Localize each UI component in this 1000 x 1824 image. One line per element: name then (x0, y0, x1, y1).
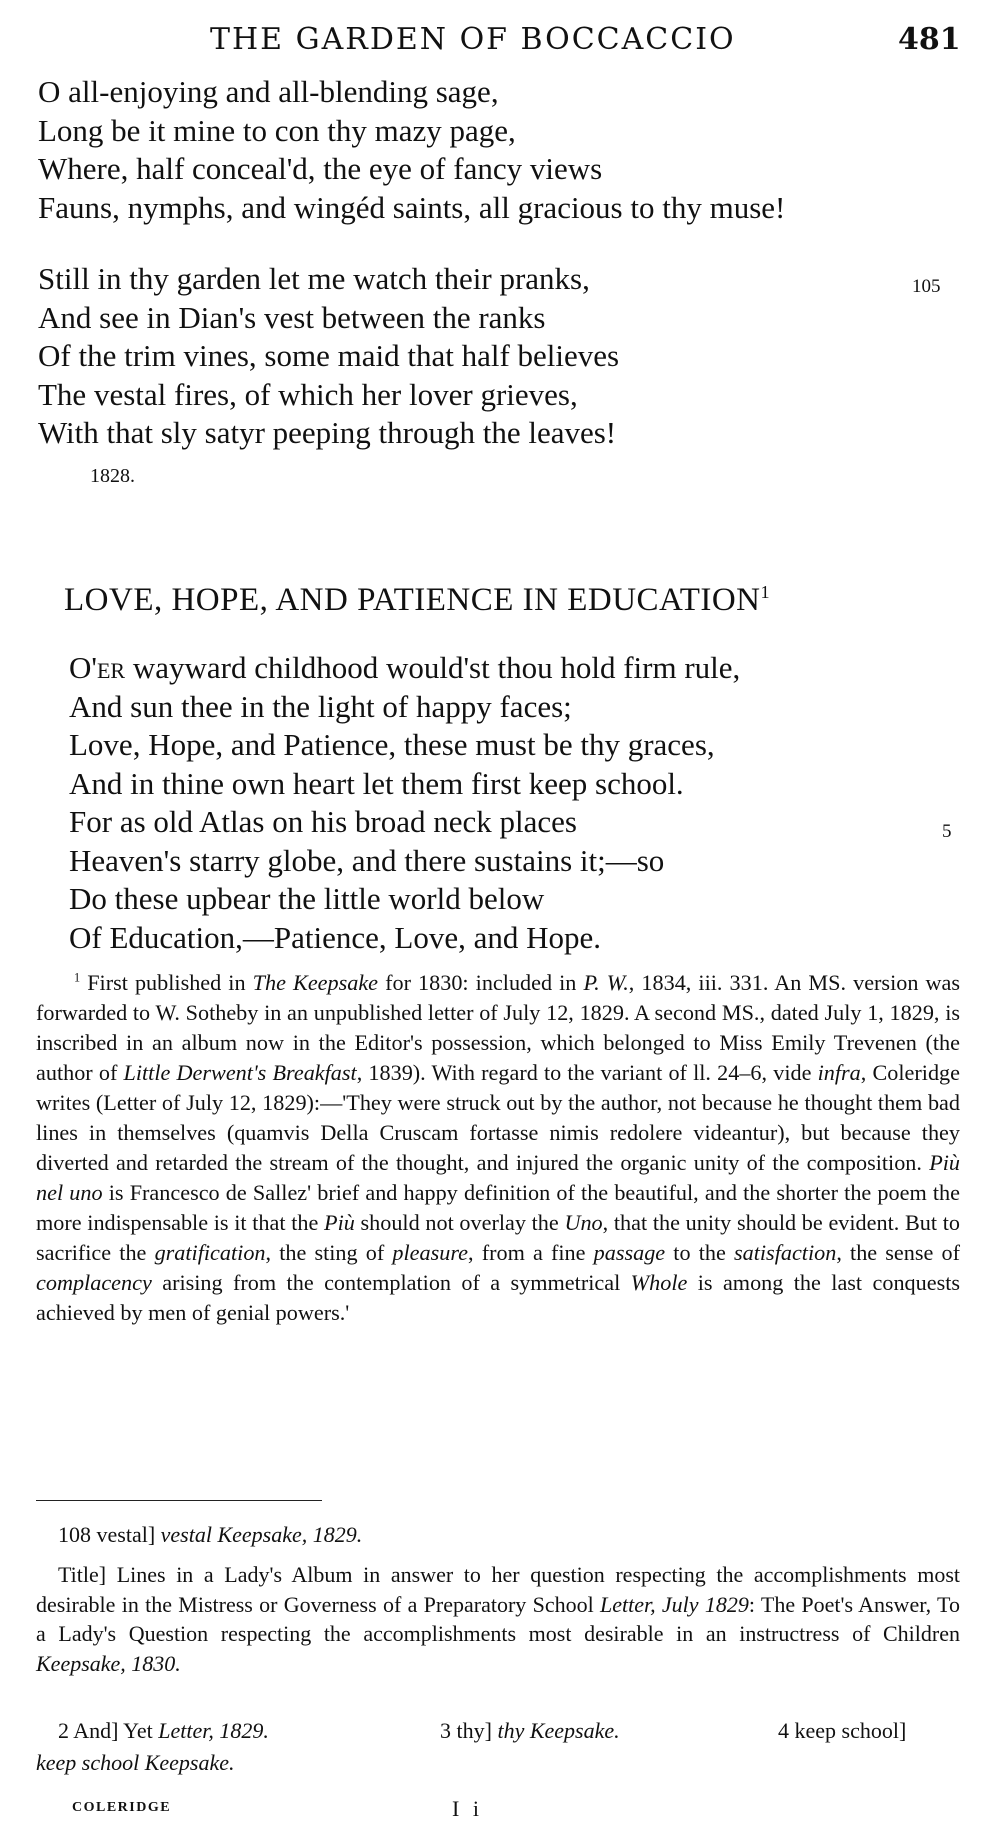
poem-title-text: LOVE, HOPE, AND PATIENCE IN EDUCATION (64, 582, 761, 618)
footnote-italic: complacency (36, 1270, 152, 1295)
footnote-divider (36, 1500, 322, 1501)
variant-2 (58, 1718, 269, 1744)
running-head (0, 22, 1000, 62)
variant-lemma: Title] Lines in a Lady's Album in answer to her question respecting the accomplishments most desirable in the Mistress or Governess of a Preparatory School (36, 1562, 960, 1617)
variant-lemma: 4 keep school] (778, 1718, 907, 1743)
footnote-text: is Francesco de Sallez' brief and happy definition of the beautiful, and the shorter the poem the more indispensable is it that the (36, 1180, 960, 1235)
footnote-text: should not overlay the (354, 1210, 565, 1235)
line-text: wayward childhood would'st thou hold firm rule, (125, 650, 741, 685)
poem-line: O all-enjoying and all-blending sage, (38, 74, 499, 109)
variant-text: : The Poet's Answer, To a Lady's Question respecting the accomplishments most desirable in an instructress of Children (36, 1591, 960, 1646)
footnote-italic: The Keepsake (252, 970, 379, 995)
variant-4-continued (36, 1750, 235, 1776)
poem-line: Of the trim vines, some maid that half believes (38, 338, 620, 373)
footnote-text: , 1839). With regard to the variant of ll. 24–6, vide (356, 1060, 818, 1085)
poem-line: Heaven's starry globe, and there sustains it;—so (69, 842, 665, 878)
poem1-stanza-b (38, 260, 619, 453)
poem-line: Where, half conceal'd, the eye of fancy views (38, 151, 603, 186)
poem-line (69, 649, 740, 688)
variant-source: Letter, July 1829 (600, 1591, 749, 1617)
variant-108 (58, 1520, 362, 1550)
gathering-mark: I i (452, 1796, 483, 1821)
poem-line: And sun thee in the light of happy faces; (69, 688, 572, 724)
variant-source: Keepsake, 1830. (36, 1650, 181, 1676)
poem-line: The vestal fires, of which her lover grieves, (38, 376, 578, 412)
footnote-text: is among the last conquests achieved by men of genial powers.' (36, 1270, 961, 1325)
initial-word: O' (69, 650, 97, 685)
footnote-italic: P. W. (583, 970, 629, 995)
footnote-italic: Uno (564, 1210, 603, 1235)
variant-3 (440, 1718, 620, 1744)
poem-line: Long be it mine to con thy mazy page, (38, 112, 516, 148)
variant-4 (778, 1718, 906, 1744)
poem-line: Do these upbear the little world below (69, 881, 545, 916)
footnote-text: , that the unity should be evident. But to sacrifice the (36, 1210, 960, 1265)
variant-lemma: 108 vestal] (58, 1522, 161, 1547)
footnote-italic: Whole (630, 1270, 688, 1295)
poem-line: Of Education,—Patience, Love, and Hope. (69, 919, 601, 955)
variant-source: thy Keepsake. (497, 1718, 620, 1743)
variant-lemma: 3 thy] (440, 1718, 498, 1743)
signature-line: COLERIDGE (72, 1800, 172, 1815)
footnote-text: , Coleridge writes (Letter of July 12, 1829):—'They were struck out by the author, not because he thought them bad lines in themselves (quamvis Della Cruscam fortasse nimis redolere videantur), but because they diverted and retarded the stream of the thought, and injured the organic unity of the composition. (36, 1060, 960, 1175)
footnote-text: , 1834, iii. 331. An MS. version was forwarded to W. Sotheby in an unpublished letter of July 12, 1829. A second MS., dated July 1, 1829, is inscribed in an album now in the Editor's possession, which belonged to Miss Emily Trevenen (the author of (36, 970, 960, 1085)
poem-line: For as old Atlas on his broad neck places (69, 804, 577, 839)
poem-line: Love, Hope, and Patience, these must be thy graces, (69, 727, 715, 762)
footnote (36, 968, 960, 1328)
footnote-text: for 1830: included in (378, 970, 584, 995)
poem-line: Still in thy garden let me watch their pranks, (38, 261, 590, 296)
footnote-mark: 1 (760, 582, 771, 602)
poem-line: And see in Dian's vest between the ranks (38, 299, 546, 335)
variant-source: keep school Keepsake. (36, 1750, 235, 1775)
poem-line: And in thine own heart let them first keep school. (69, 765, 684, 801)
footnote-italic: Little Derwent's Breakfast (123, 1060, 357, 1085)
poem-line: With that sly satyr peeping through the leaves! (38, 415, 617, 450)
variant-lemma: 2 And] Yet (58, 1718, 159, 1743)
footnote-italic: pleasure (392, 1240, 469, 1265)
footnote-text: , from a fine (468, 1240, 594, 1265)
poem-date: 1828. (90, 465, 135, 487)
footnote-italic: Più (324, 1210, 355, 1235)
footnote-italic: satisfaction (734, 1240, 837, 1265)
variant-reading: vestal Keepsake, 1829. (160, 1522, 363, 1547)
footnote-italic: infra (817, 1060, 861, 1085)
footnote-mark: 1 (74, 970, 81, 985)
footnote-text: , the sense of (836, 1240, 960, 1265)
line-number: 5 (942, 821, 952, 842)
footnote-text: to the (665, 1240, 734, 1265)
variant-source: Letter, 1829. (158, 1718, 269, 1743)
running-title: THE GARDEN OF BOCCACCIO (210, 22, 736, 57)
poem-line: Fauns, nymphs, and wingéd saints, all gracious to thy muse! (38, 189, 786, 225)
initial-word-smallcaps: er (96, 650, 126, 685)
footnote-italic: Più nel uno (36, 1150, 960, 1205)
poem1-stanza-a (38, 73, 785, 227)
footnote-text: , the sting of (265, 1240, 393, 1265)
variant-title (36, 1560, 960, 1678)
footnote-text: First published in (87, 970, 253, 995)
line-number: 105 (912, 276, 941, 297)
footnote-text: arising from the contemplation of a symmetrical (151, 1270, 631, 1295)
footnote-italic: passage (593, 1240, 666, 1265)
poem-title (64, 582, 770, 619)
poem2-stanza (69, 649, 740, 957)
footnote-italic: gratification (154, 1240, 266, 1265)
page-number: 481 (898, 22, 961, 57)
